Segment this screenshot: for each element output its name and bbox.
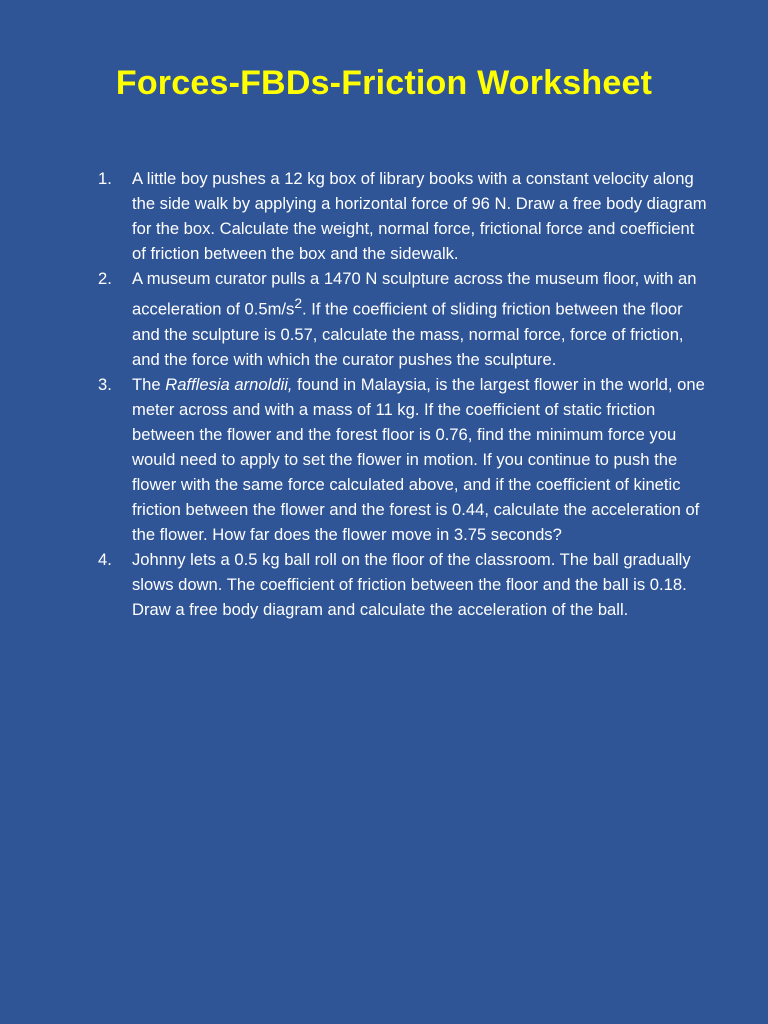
question-item-1 bbox=[98, 166, 710, 266]
question-number: 2. bbox=[98, 269, 112, 288]
question-item-4 bbox=[98, 547, 710, 622]
question-text-part: . If the coefficient of sliding friction between the floor and the sculpture is 0.57, calculate the mass, normal force, force of friction, and the force with which the curator pushes the sculpture. bbox=[132, 299, 684, 369]
question-item-3 bbox=[98, 372, 710, 547]
question-text: A little boy pushes a 12 kg box of library books with a constant velocity along the side walk by applying a horizontal force of 96 N. Draw a free body diagram for the box. Calculate the weight, normal force, frictional force and coefficient of friction between the box and the sidewalk. bbox=[132, 169, 707, 263]
question-text bbox=[132, 372, 710, 547]
question-list bbox=[98, 166, 710, 622]
question-text-part: found in Malaysia, is the largest flower in the world, one meter across and with a mass of 11 kg. If the coefficient of static friction between the flower and the forest floor is 0.76, find the minimum force you would need to apply to set the flower in motion. If you continue to push the flower with the same force calculated above, and if the coefficient of kinetic friction between the flower and the forest is 0.44, calculate the acceleration of the flower. How far does the flower move in 3.75 seconds? bbox=[132, 374, 705, 544]
question-text: Johnny lets a 0.5 kg ball roll on the floor of the classroom. The ball gradually slows down. The coefficient of friction between the floor and the ball is 0.18. Draw a free body diagram and calculate the acceleration of the ball. bbox=[132, 549, 691, 619]
question-number: 4. bbox=[98, 549, 112, 569]
species-name-italic: Rafflesia arnoldii, bbox=[165, 374, 293, 394]
question-text-part: The bbox=[132, 374, 166, 394]
question-number: 3. bbox=[98, 374, 112, 394]
question-number: 1. bbox=[98, 169, 112, 188]
question-item-2 bbox=[98, 266, 710, 372]
worksheet-title: Forces-FBDs-Friction Worksheet bbox=[115, 64, 653, 102]
question-text-part: A museum curator pulls a 1470 N sculpture across the museum floor, with an acceleration of 0.5m/s bbox=[132, 269, 697, 319]
superscript-exponent: 2 bbox=[294, 295, 303, 311]
question-text bbox=[132, 266, 710, 372]
